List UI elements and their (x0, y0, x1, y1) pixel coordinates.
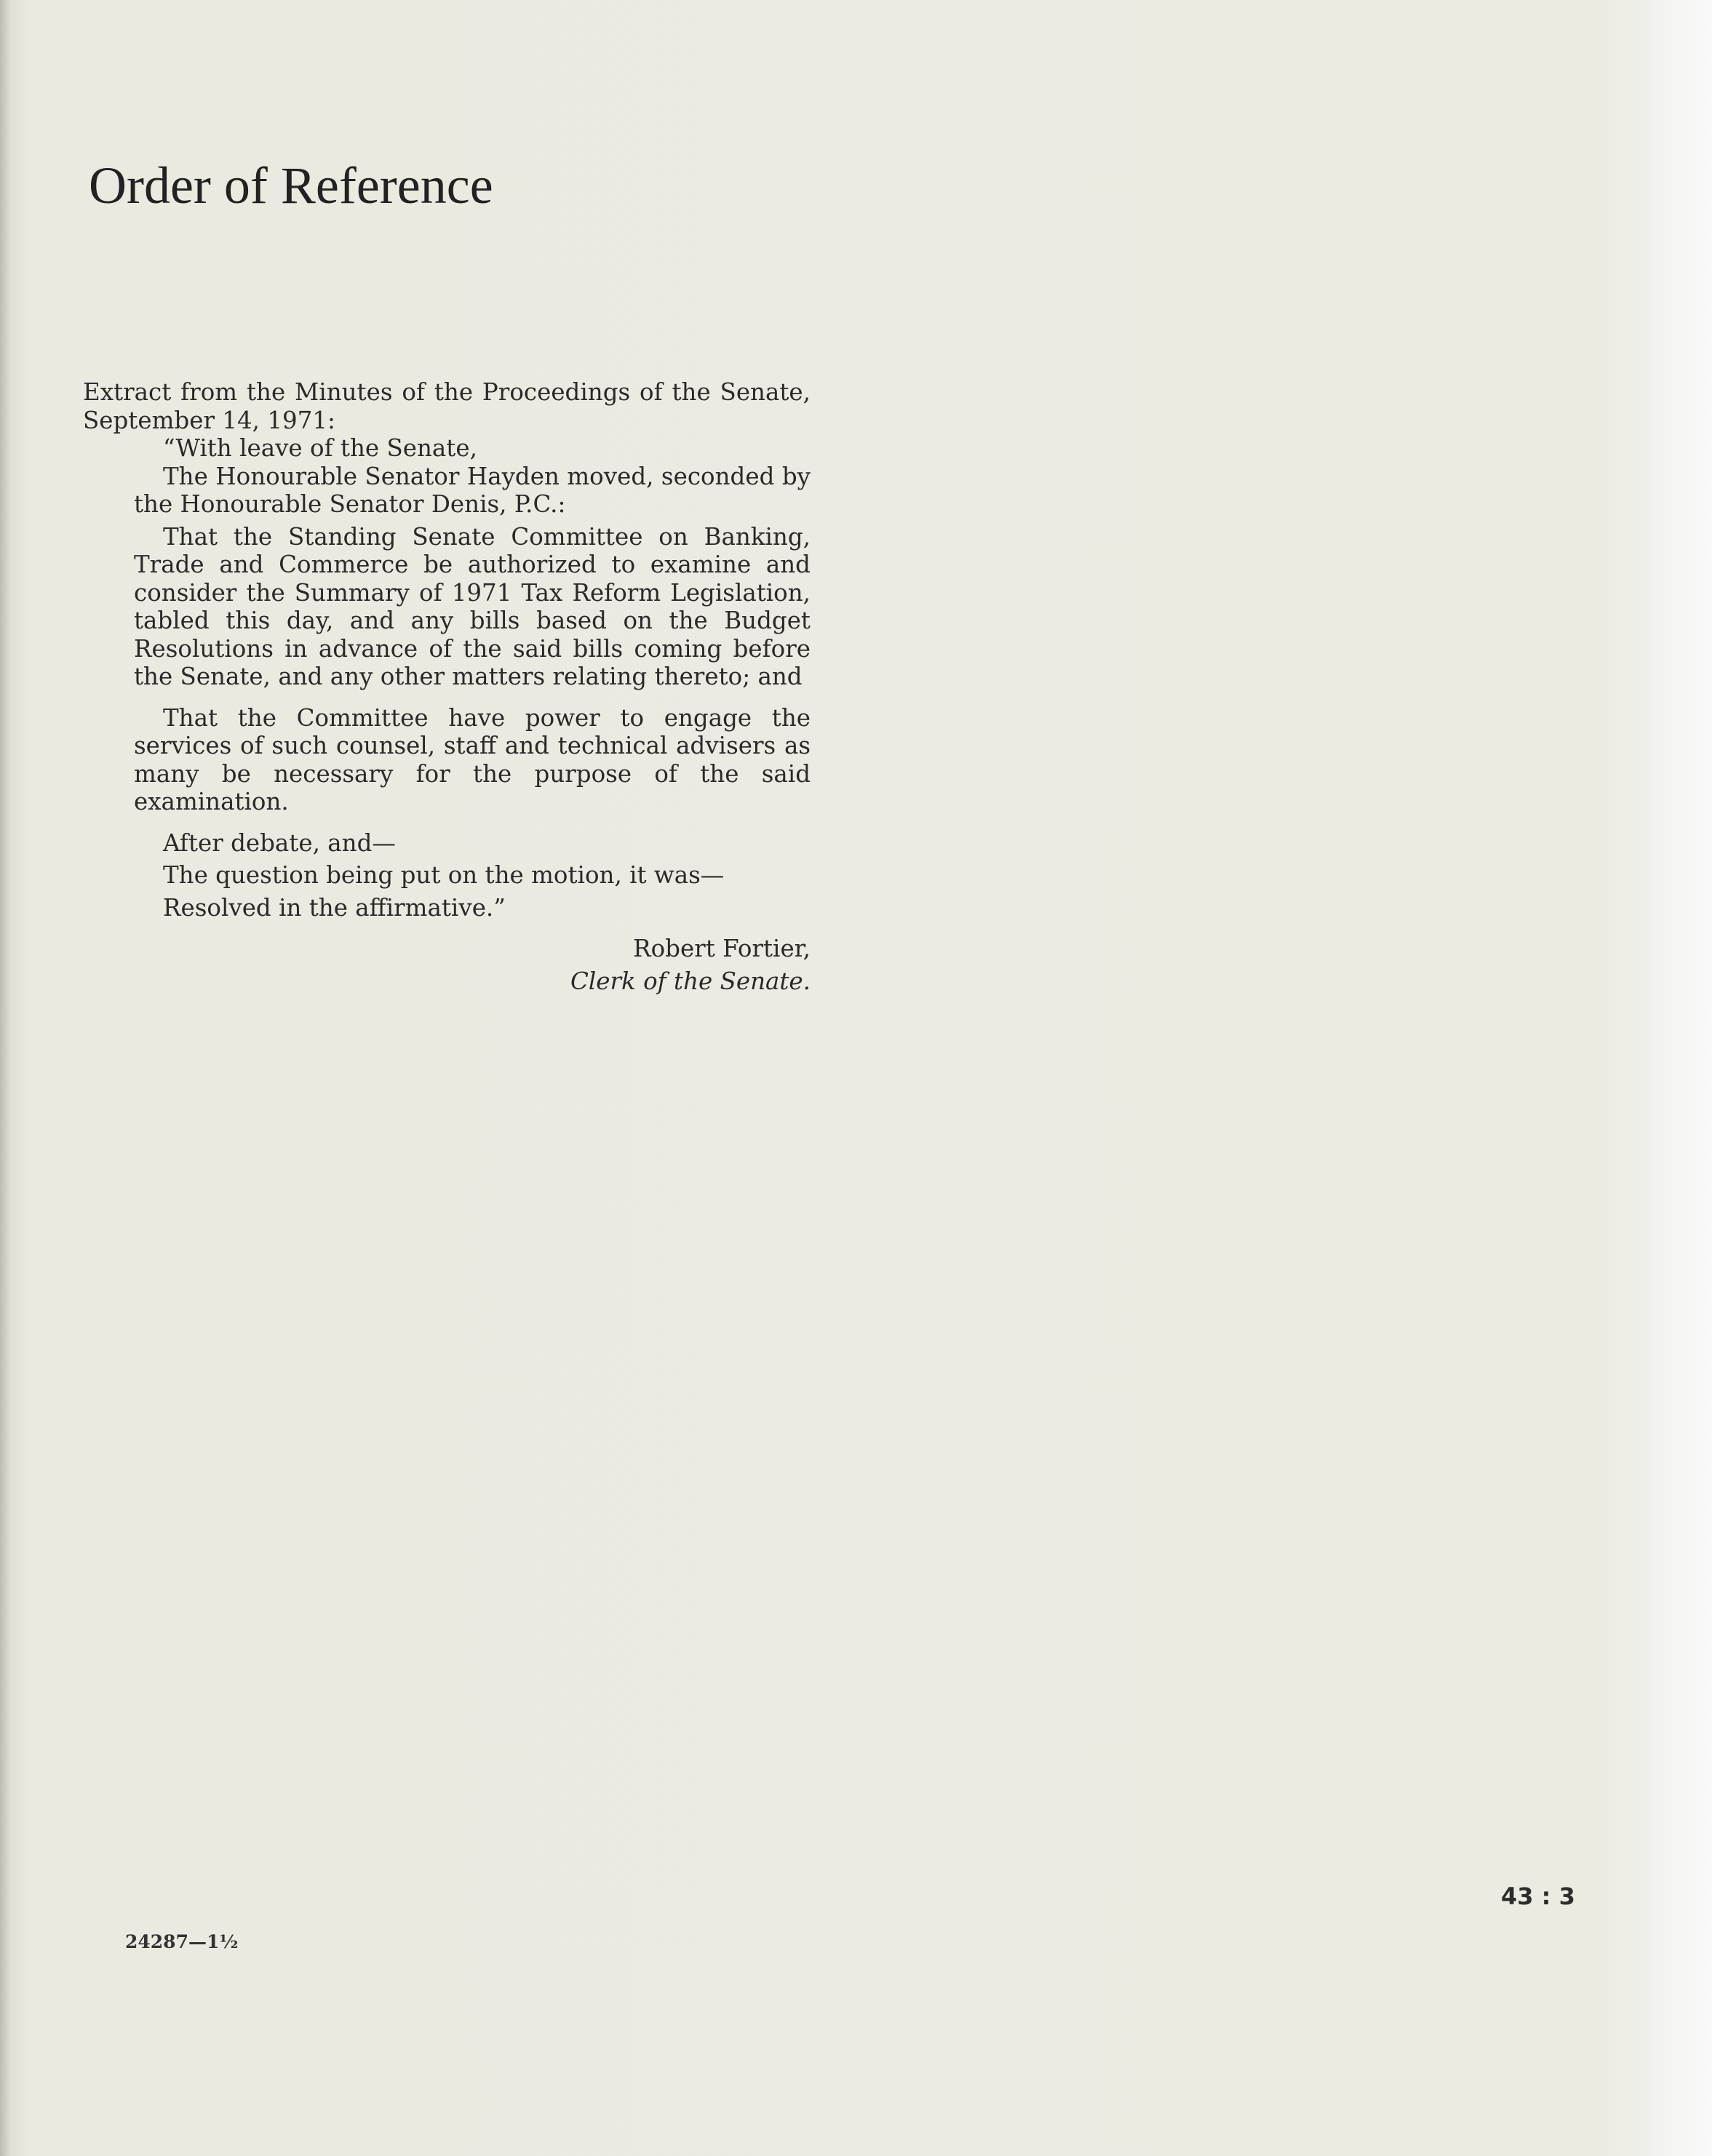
extract-intro: Extract from the Minutes of the Proceedings of the Senate, September 14, 1971: (83, 378, 811, 434)
signatory-name: Robert Fortier, (633, 935, 811, 962)
motion-paragraph: The Honourable Senator Hayden moved, seconded by the Honourable Senator Denis, P.C.: (134, 462, 811, 518)
order-of-reference-text (83, 378, 811, 995)
resolved-line: Resolved in the affirmative.” (163, 893, 506, 922)
resolution-paragraph-1: That the Standing Senate Committee on Banking, Trade and Commerce be authorized to examine and consider the Summary of 1971 Tax Reform Legislation, tabled this day, and any bills based on the Budget Resolutions in advance of the said bills coming before the Senate, and any other matters relating thereto; and (134, 522, 811, 690)
signatory-title: Clerk of the Senate. (570, 967, 811, 995)
quote-opening: “With leave of the Senate, (163, 434, 477, 462)
after-debate-line: After debate, and— (163, 829, 396, 857)
question-put-line: The question being put on the motion, it was— (163, 861, 725, 889)
resolution-paragraph-2: That the Committee have power to engage the services of such counsel, staff and technical advisers as many be necessary for the purpose of the said examination. (134, 703, 811, 815)
page-spine-shadow (0, 0, 10, 2156)
page-edge (1647, 0, 1712, 2156)
page-number: 43 : 3 (1501, 1882, 1575, 1910)
print-code: 24287—1½ (125, 1931, 239, 1952)
page-heading: Order of Reference (89, 156, 493, 215)
